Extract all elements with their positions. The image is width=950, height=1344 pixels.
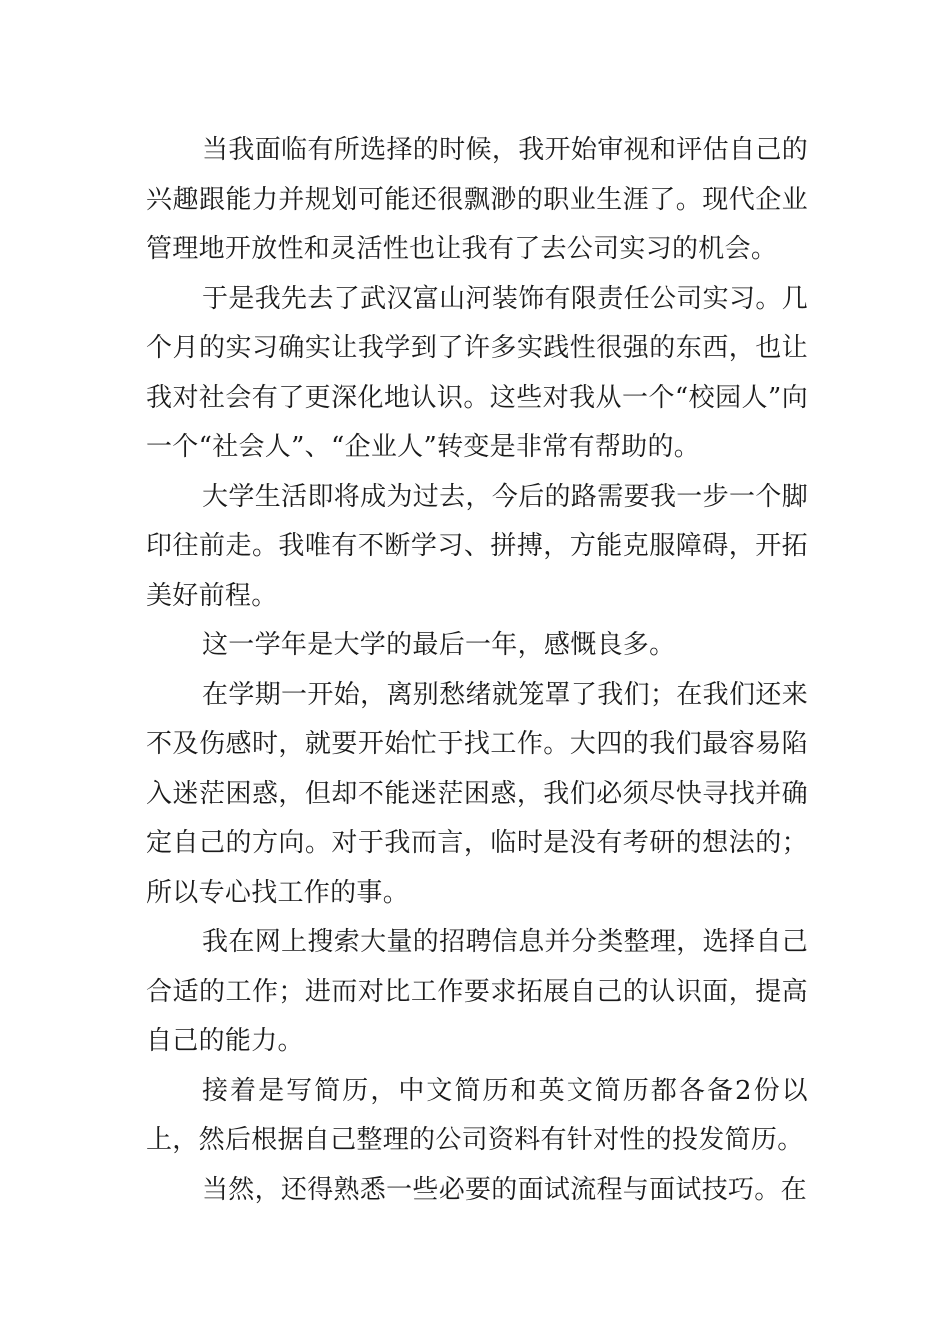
paragraph: 在学期一开始，离别愁绪就笼罩了我们；在我们还来不及伤感时，就要开始忙于找工作。大四的我们最容易陷入迷茫困惑，但却不能迷茫困惑，我们必须尽快寻找并确定自己的方向。对于我而言，临时是没有考研的想法的；所以专心找工作的事。	[146, 679, 808, 908]
document-body	[146, 126, 808, 1215]
paragraph: 接着是写简历，中文简历和英文简历都各备2份以上，然后根据自己整理的公司资料有针对性的投发简历。	[146, 1075, 808, 1155]
paragraph: 这一学年是大学的最后一年，感慨良多。	[202, 630, 676, 660]
paragraph: 当然，还得熟悉一些必要的面试流程与面试技巧。在	[202, 1174, 807, 1205]
paragraph: 我在网上搜索大量的招聘信息并分类整理，选择自己合适的工作；进而对比工作要求拓展自己的认识面，提高自己的能力。	[146, 927, 808, 1056]
paragraph: 大学生活即将成为过去，今后的路需要我一步一个脚印往前走。我唯有不断学习、拼搏，方能克服障碍，开拓美好前程。	[146, 481, 808, 611]
paragraph: 当我面临有所选择的时候，我开始审视和评估自己的兴趣跟能力并规划可能还很飘渺的职业生涯了。现代企业管理地开放性和灵活性也让我有了去公司实习的机会。	[146, 135, 808, 264]
paragraph: 于是我先去了武汉富山河装饰有限责任公司实习。几个月的实习确实让我学到了许多实践性很强的东西，也让我对社会有了更深化地认识。这些对我从一个“校园人”向一个“社会人”、“企业人”转变是非常有帮助的。	[146, 283, 808, 462]
